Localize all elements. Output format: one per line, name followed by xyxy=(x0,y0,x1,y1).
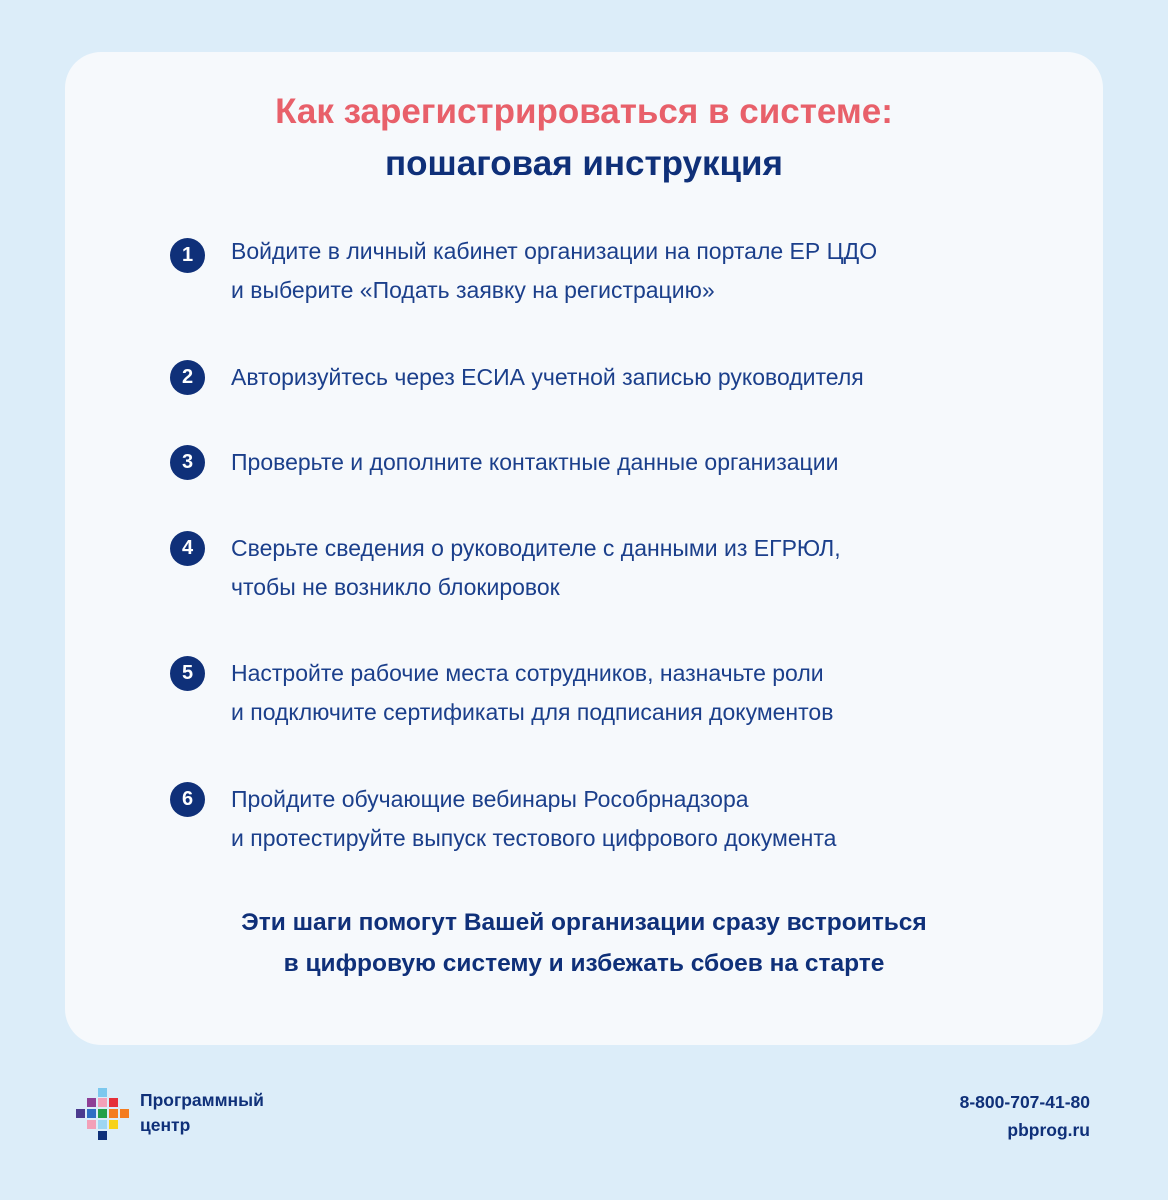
step-number-badge: 5 xyxy=(170,656,205,691)
page-subtitle: пошаговая инструкция xyxy=(385,144,783,183)
website-link[interactable]: pbprog.ru xyxy=(1007,1120,1090,1140)
step-text: Пройдите обучающие вебинары Рособрнадзора и протестируйте выпуск тестового цифрового документа xyxy=(231,786,837,851)
step-text: Проверьте и дополните контактные данные организации xyxy=(231,449,839,475)
step-number-badge: 4 xyxy=(170,531,205,566)
step-number-badge: 6 xyxy=(170,782,205,817)
pixel-mosaic-logo-icon xyxy=(76,1088,130,1142)
phone-number[interactable]: 8-800-707-41-80 xyxy=(959,1092,1090,1112)
step-number-badge: 3 xyxy=(170,445,205,480)
step-number-badge: 1 xyxy=(170,238,205,273)
step-text: Настройте рабочие места сотрудников, назначьте роли и подключите сертификаты для подписания документов xyxy=(231,660,834,725)
step-text: Авторизуйтесь через ЕСИА учетной записью руководителя xyxy=(231,364,864,390)
page-title: Как зарегистрироваться в системе: xyxy=(275,92,893,131)
summary-text: Эти шаги помогут Вашей организации сразу встроиться в цифровую систему и избежать сбоев на старте xyxy=(241,909,927,977)
step-number-badge: 2 xyxy=(170,360,205,395)
contact-block xyxy=(960,1088,1090,1144)
step-text: Войдите в личный кабинет организации на портале ЕР ЦДО и выберите «Подать заявку на регистрацию» xyxy=(231,238,878,303)
step-text: Сверьте сведения о руководителе с данными из ЕГРЮЛ, чтобы не возникло блокировок xyxy=(231,535,841,600)
brand-name: Программный центр xyxy=(140,1090,264,1135)
